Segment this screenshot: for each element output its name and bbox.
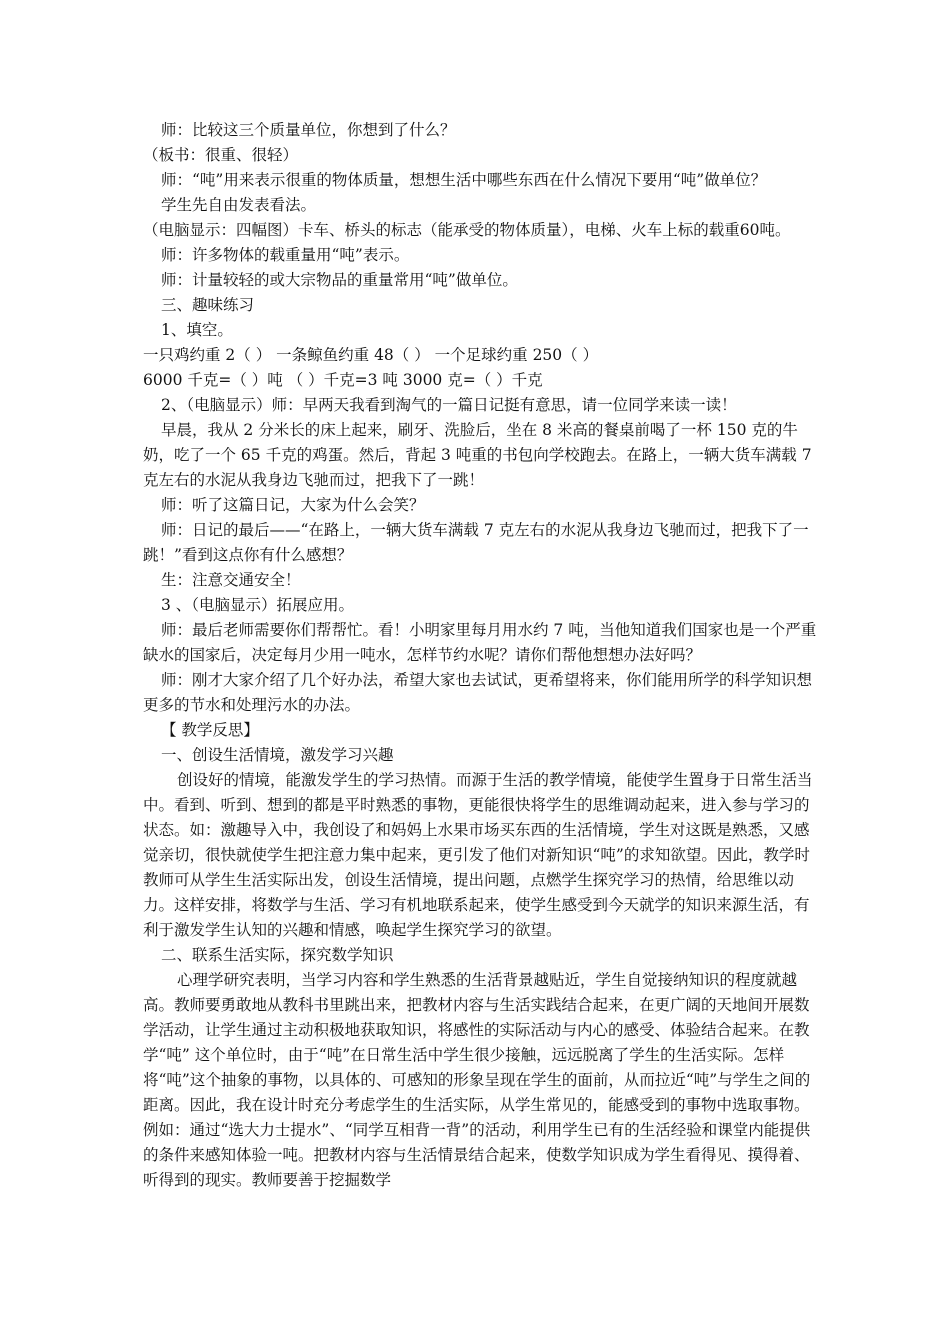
paragraph: 师：刚才大家介绍了几个好办法，希望大家也去试试，更希望将来，你们能用所学的科学知识想更多的节水和处理污水的办法。 bbox=[143, 671, 813, 714]
section-heading: 三、趣味练习 bbox=[161, 296, 255, 314]
paragraph: 学生先自由发表看法。 bbox=[161, 196, 317, 214]
paragraph: 3 、（电脑显示）拓展应用。 bbox=[161, 596, 355, 614]
paragraph: 师：比较这三个质量单位，你想到了什么？ bbox=[161, 121, 456, 139]
document-body bbox=[143, 118, 823, 1193]
paragraph: 创设好的情境，能激发学生的学习热情。而源于生活的教学情境，能使学生置身于日常生活当中。看到、听到、想到的都是平时熟悉的事物，更能很快将学生的思维调动起来，进入参与学习的状态。如：激趣导入中，我创设了和妈妈上水果市场买东西的生活情境，学生对这既是熟悉，又感觉亲切，很快就使学生把注意力集中起来，更引发了他们对新知识“吨”的求知欲望。因此，教学时教师可从学生生活实际出发，创设生活情境，提出问题，点燃学生探究学习的热情，给思维以动力。这样安排，将数学与生活、学习有机地联系起来，使学生感受到今天就学的知识来源生活，有利于激发学生认知的兴趣和情感，唤起学生探究学习的欲望。 bbox=[143, 771, 813, 939]
paragraph: 师：日记的最后——“在路上，一辆大货车满载 7 克左右的水泥从我身边飞驰而过，把我下了一跳！”看到这点你有什么感想？ bbox=[143, 521, 809, 564]
paragraph: 生：注意交通安全！ bbox=[161, 571, 301, 589]
exercise-line: 6000 千克=（ ）吨 （ ）千克=3 吨 3000 克=（ ）千克 bbox=[143, 371, 543, 389]
exercise-line: 一只鸡约重 2（ ） 一条鲸鱼约重 48（ ） 一个足球约重 250（ ） bbox=[143, 346, 599, 364]
section-heading: 二、联系生活实际，探究数学知识 bbox=[161, 946, 394, 964]
diary-paragraph: 早晨，我从 2 分米长的床上起来，刷牙、洗脸后，坐在 8 米高的餐桌前喝了一杯 150 克的牛奶，吃了一个 65 千克的鸡蛋。然后，背起 3 吨重的书包向学校跑去。在路上，一辆大货车满载 7 克左右的水泥从我身边飞驰而过，把我下了一跳！ bbox=[143, 421, 812, 489]
paragraph: 师：最后老师需要你们帮帮忙。看！小明家里每月用水约 7 吨，当他知道我们国家也是一个严重缺水的国家后，决定每月少用一吨水，怎样节约水呢？请你们帮他想想办法好吗？ bbox=[143, 621, 817, 664]
paragraph: （板书：很重、很轻） bbox=[143, 146, 299, 164]
paragraph: 师：许多物体的载重量用“吨”表示。 bbox=[161, 246, 410, 264]
section-heading: 【 教学反思】 bbox=[161, 721, 259, 739]
paragraph: （电脑显示：四幅图）卡车、桥头的标志（能承受的物体质量），电梯、火车上标的载重60吨。 bbox=[143, 221, 791, 239]
paragraph: 1、填空。 bbox=[161, 321, 233, 339]
paragraph: 师：计量较轻的或大宗物品的重量常用“吨”做单位。 bbox=[161, 271, 518, 289]
paragraph: 师：“吨”用来表示很重的物体质量，想想生活中哪些东西在什么情况下要用“吨”做单位？ bbox=[161, 171, 767, 189]
paragraph: 师：听了这篇日记，大家为什么会笑？ bbox=[161, 496, 425, 514]
section-heading: 一、创设生活情境，激发学习兴趣 bbox=[161, 746, 394, 764]
paragraph: 心理学研究表明，当学习内容和学生熟悉的生活背景越贴近，学生自觉接纳知识的程度就越高。教师要勇敢地从教科书里跳出来，把教材内容与生活实践结合起来，在更广阔的天地间开展数学活动，让学生通过主动积极地获取知识，将感性的实际活动与内心的感受、体验结合起来。在教学“吨” 这个单位时，由于“吨”在日常生活中学生很少接触，远远脱离了学生的生活实际。怎样将“吨”这个抽象的事物，以具体的、可感知的形象呈现在学生的面前，从而拉近“吨”与学生之间的距离。因此，我在设计时充分考虑学生的生活实际，从学生常见的，能感受到的事物中选取事物。例如：通过“选大力士提水”、“同学互相背一背”的活动，利用学生已有的生活经验和课堂内能提供的条件来感知体验一吨。把教材内容与生活情景结合起来，使数学知识成为学生看得见、摸得着、听得到的现实。教师要善于挖掘数学 bbox=[143, 971, 811, 1189]
paragraph: 2、（电脑显示）师：早两天我看到淘气的一篇日记挺有意思，请一位同学来读一读！ bbox=[161, 396, 737, 414]
